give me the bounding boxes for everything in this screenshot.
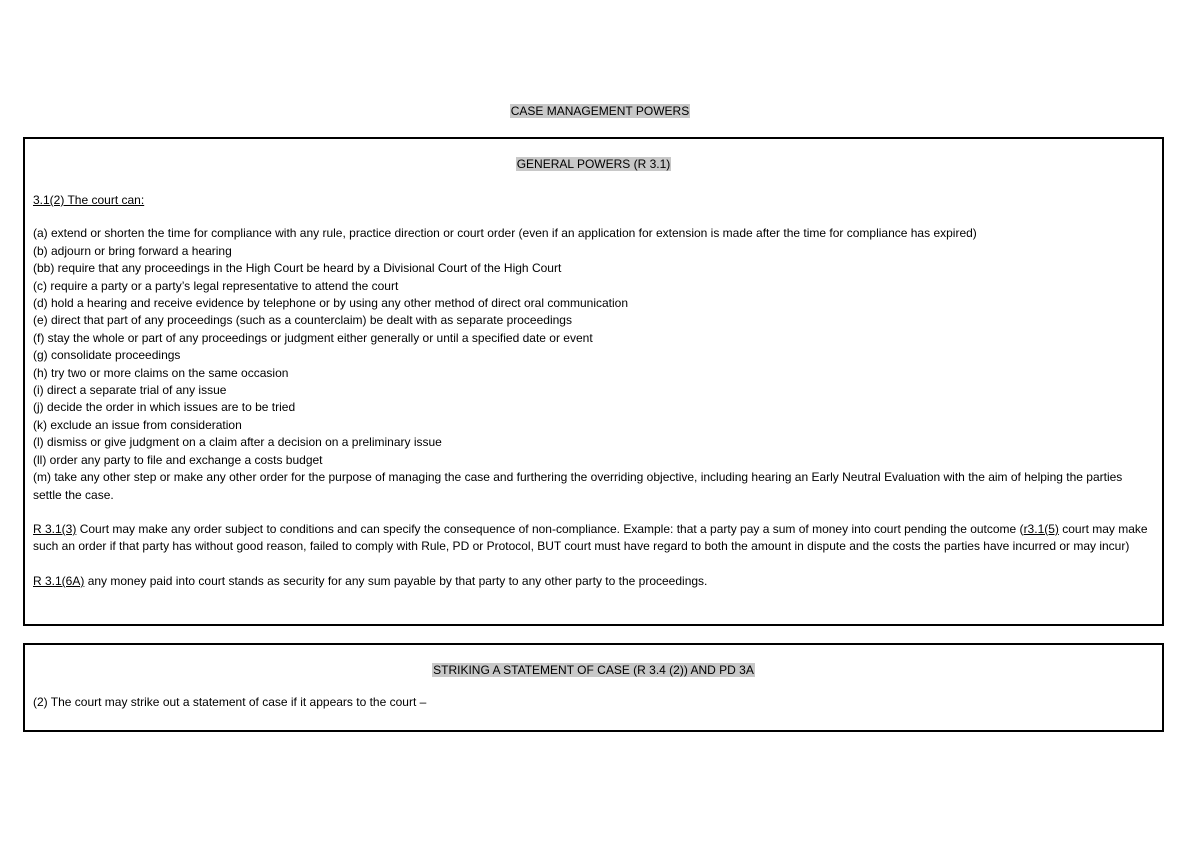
list-item: (l) dismiss or give judgment on a claim after a decision on a preliminary issue [33,435,442,450]
rule-3-1-5-text: court may make such an order if that party has without good reason, failed to comply with Rule, PD or Protocol, BUT court must have regard to both the amount in dispute and the costs the parties have incurred or may incur) [33,521,1148,554]
list-item: (a) extend or shorten the time for compliance with any rule, practice direction or court order (even if an application for extension is made after the time for compliance has expired) [33,226,977,241]
list-item: (i) direct a separate trial of any issue [33,383,227,398]
striking-out-heading-text: STRIKING A STATEMENT OF CASE (R 3.4 (2)) AND PD 3A [433,663,754,677]
rule-3-1-6a-ref: R 3.1(6A) [33,573,85,588]
rule-3-1-5-ref: r3.1(5) [1023,521,1059,536]
general-powers-intro: 3.1(2) The court can: [33,193,145,207]
general-powers-heading [33,157,1154,172]
list-item: (h) try two or more claims on the same occasion [33,365,289,380]
rule-3-1-3-text: Court may make any order subject to conditions and can specify the consequence of non-compliance. Example: that a party pay a sum of money into court pending the outcome ( [76,521,1024,536]
list-item: (k) exclude an issue from consideration [33,417,242,432]
general-powers-box [23,137,1164,626]
rule-3-1-3-ref: R 3.1(3) [33,521,77,536]
list-item: (g) consolidate proceedings [33,348,181,363]
striking-out-paragraph: (2) The court may strike out a statement of case if it appears to the court – [33,695,427,709]
rule-3-1-6a-text: any money paid into court stands as security for any sum payable by that party to any other party to the proceedings. [84,573,708,588]
list-item: (m) take any other step or make any other order for the purpose of managing the case and furthering the overriding objective, including hearing an Early Neutral Evaluation with the aim of helping the parties settle the case. [33,470,1123,502]
list-item: (f) stay the whole or part of any proceedings or judgment either generally or until a specified date or event [33,330,593,345]
page-title [0,104,1200,119]
general-powers-list [33,225,1154,504]
list-item: (d) hold a hearing and receive evidence by telephone or by using any other method of direct oral communication [33,296,629,311]
general-powers-heading-text: GENERAL POWERS (R 3.1) [516,157,671,171]
striking-out-heading [33,663,1154,678]
list-item: (c) require a party or a party’s legal representative to attend the court [33,278,399,293]
list-item: (b) adjourn or bring forward a hearing [33,243,232,258]
rule-3-1-6a-paragraph [33,573,1154,590]
list-item: (e) direct that part of any proceedings (such as a counterclaim) be dealt with as separate proceedings [33,313,572,328]
list-item: (bb) require that any proceedings in the High Court be heard by a Divisional Court of the High Court [33,261,562,276]
striking-out-box [23,643,1164,732]
list-item: (j) decide the order in which issues are to be tried [33,400,296,415]
page-title-text: CASE MANAGEMENT POWERS [510,104,690,118]
list-item: (ll) order any party to file and exchange a costs budget [33,452,323,467]
rule-3-1-3-paragraph [33,521,1154,556]
